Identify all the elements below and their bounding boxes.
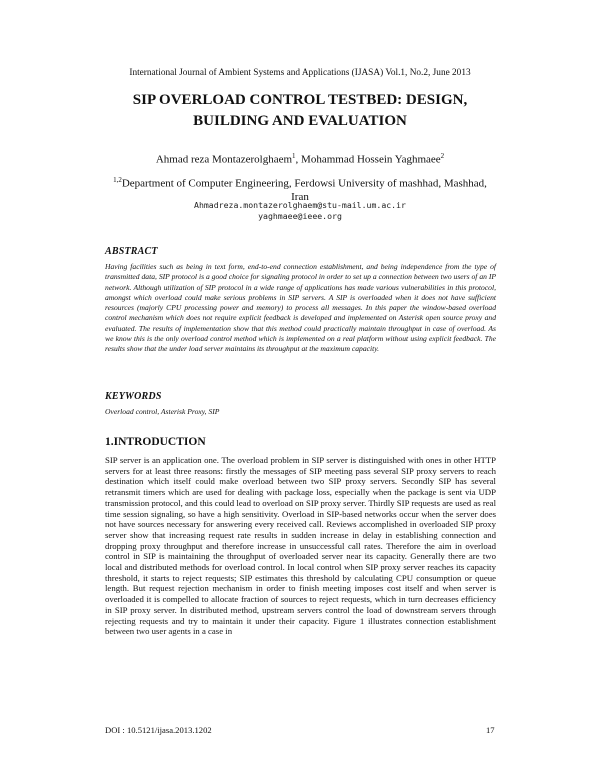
journal-header: International Journal of Ambient Systems and Applications (IJASA) Vol.1, No.2, June 2013 bbox=[129, 68, 471, 78]
author-list bbox=[60, 152, 540, 166]
author-separator: , bbox=[295, 153, 302, 166]
keywords-text: Overload control, Asterisk Proxy, SIP bbox=[105, 407, 220, 416]
affiliation-text: Department of Computer Engineering, Ferdowsi University of mashhad, Mashhad, Iran bbox=[121, 177, 487, 203]
author-2: Mohammad Hossein Yaghmaee bbox=[301, 153, 441, 166]
abstract-text: Having facilities such as being in text form, end-to-end connection establishment, and being independence from the type of transmitted data, SIP protocol is a good choice for signaling protocol in order to set up a connection between two users of an IP network. Although utilization of SIP protocol in a wide range of applications has made various vulnerabilities in this protocol, amongst which overload could make serious problems in SIP servers. A SIP is overloaded when it does not have sufficient resources (majorly CPU processing power and memory) to process all messages. In this paper the window-based overload control mechanism which does not require explicit feedback is developed and implemented on Asterisk open source proxy and evaluated. The results of implementation show that this method could practically maintain throughput in case of overload. As we know this is the only overload control method which is implemented on a real platform without using explicit feedback. The results show that the under load server maintains its throughput at the maximum capacity. bbox=[105, 262, 496, 354]
author-1-affiliation-mark: 1 bbox=[292, 152, 296, 160]
email-list bbox=[60, 200, 540, 222]
introduction-heading: 1.INTRODUCTION bbox=[105, 436, 206, 448]
email-2[interactable]: yaghmaee@ieee.org bbox=[258, 211, 342, 221]
keywords-heading: KEYWORDS bbox=[105, 391, 162, 402]
footer-doi: DOI : 10.5121/ijasa.2013.1202 bbox=[105, 725, 212, 735]
author-2-affiliation-mark: 2 bbox=[440, 152, 445, 160]
page-number: 17 bbox=[486, 725, 495, 735]
title-line-1: SIP OVERLOAD CONTROL TESTBED: DESIGN, bbox=[132, 92, 468, 108]
abstract-heading: ABSTRACT bbox=[105, 246, 158, 257]
paper-title bbox=[60, 90, 540, 132]
email-1[interactable]: Ahmadreza.montazerolghaem@stu-mail.um.ac.ir bbox=[194, 200, 406, 210]
affiliation-mark: 1,2 bbox=[113, 176, 122, 184]
author-1: Ahmad reza Montazerolghaem bbox=[155, 153, 293, 166]
title-line-2: BUILDING AND EVALUATION bbox=[193, 113, 407, 129]
introduction-text: SIP server is an application one. The overload problem in SIP server is distinguished with ones in other HTTP servers for at least three reasons: firstly the messages of SIP meeting pass several SIP proxy servers to reach destination which itself could make overload between two SIP proxy servers. Secondly SIP has several retransmit timers which are used for dealing with package loss, especially when the package is sent via UDP transmission protocol, and this could lead to overload on SIP proxy server. Thirdly SIP requests are used as real time session signaling, so have a high sensitivity. Overload in SIP-based networks occur when the server does not have sources necessary for answering every received call. Reviews accomplished in overloaded SIP proxy server show that increasing request rate results in sudden increase in delay in establishing connection and dropping proxy throughput and therefore increase in unsuccessful call rates. Therefore the aim in overload control in SIP is maintaining the throughput of overloaded server near its capacity. Generally there are two local and distributed methods for overload control. In local control when SIP proxy server reaches its capacity threshold, it starts to reject requests; SIP estimates this threshold by calculating CPU consumption or queue length. But request rejection mechanism in order to finish meeting imposes cost itself and when server is overloaded it is compelled to allocate fraction of sources to reject requests, which in turn decreases efficiency in SIP proxy server. In distributed method, upstream servers control the load of downstream servers through rejecting requests and try to maintain it under their capacity. Figure 1 illustrates connection establishment between two user agents in a case in bbox=[105, 455, 496, 637]
